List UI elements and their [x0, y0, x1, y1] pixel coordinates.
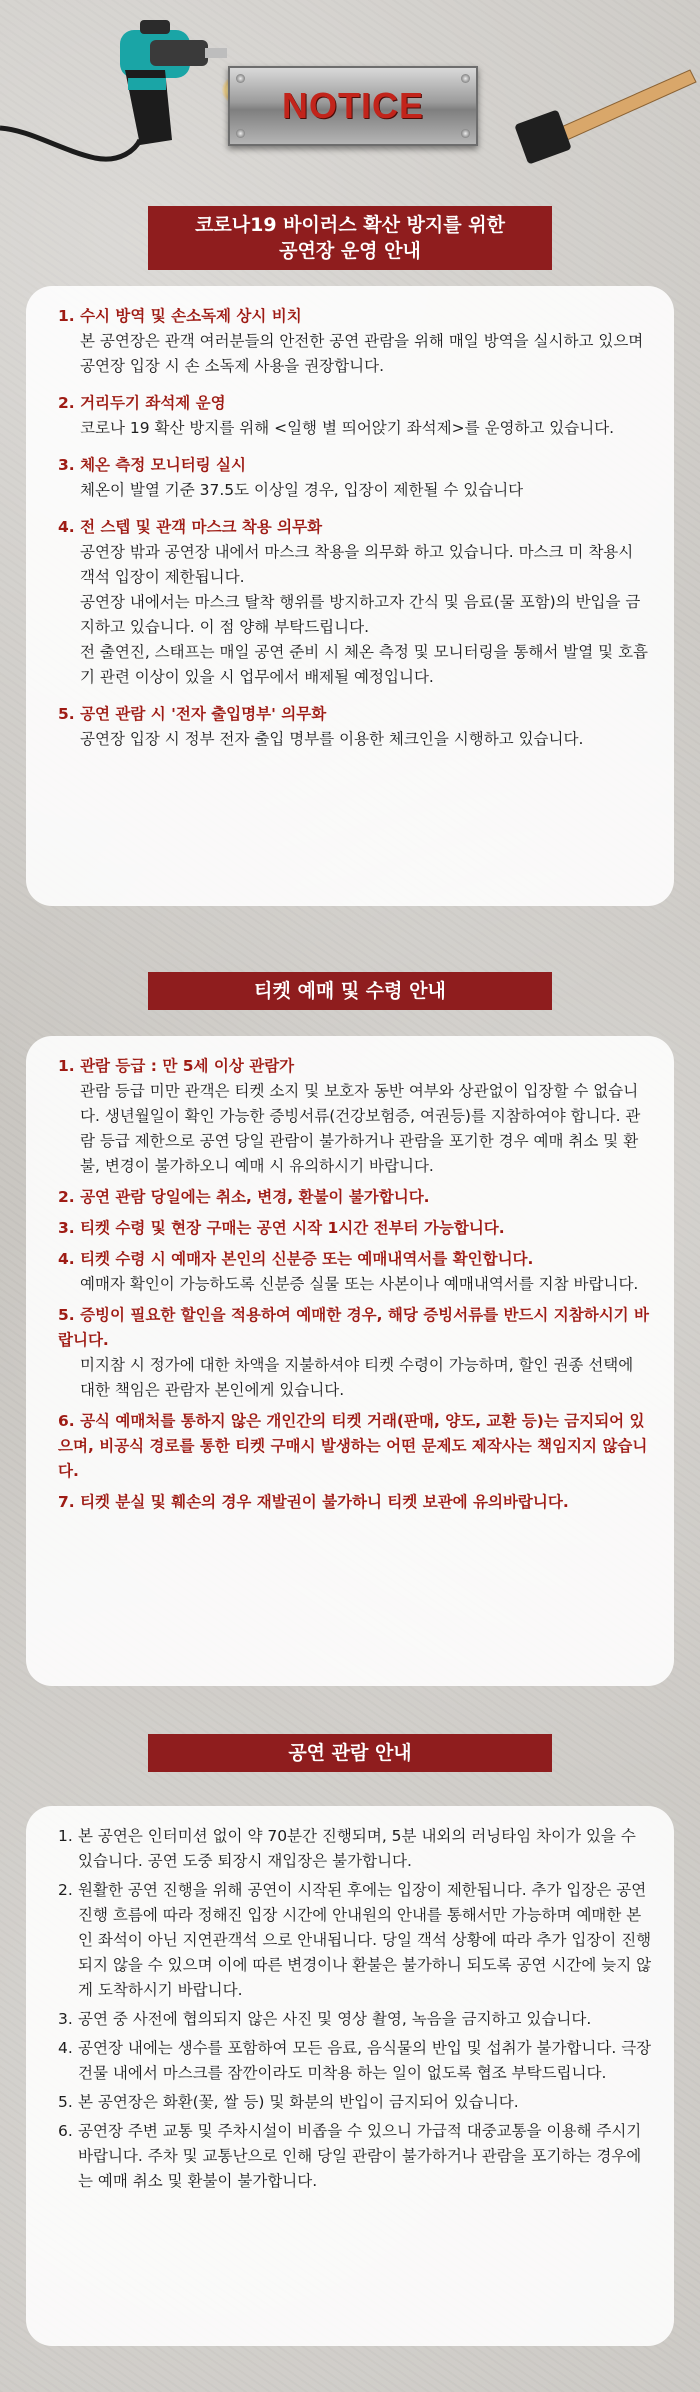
item-heading: 6. 공식 예매처를 통하지 않은 개인간의 티켓 거래(판매, 양도, 교환 등)는 금지되어 있으며, 비공식 경로를 통한 티켓 구매시 발생하는 어떤 문제도 제작사는 책임지지 않습니다. — [58, 1412, 648, 1480]
item-text: 예매자 확인이 가능하도록 신분증 실물 또는 사본이나 예매내역서를 지참 바랍니다. — [80, 1275, 639, 1293]
list-item — [58, 1185, 652, 1210]
item-text: 공연장 내에는 생수를 포함하여 모든 음료, 음식물의 반입 및 섭취가 불가합니다. 극장 건물 내에서 마스크를 잠깐이라도 미착용 하는 일이 없도록 협조 부탁드립니다. — [78, 2039, 652, 2082]
power-drill-icon — [0, 0, 260, 180]
item-text: 본 공연장은 관객 여러분들의 안전한 공연 관람을 위해 매일 방역을 실시하고 있으며 공연장 입장 시 손 소독제 사용을 권장합니다. — [80, 332, 644, 375]
item-text: 미지참 시 정가에 대한 차액을 지불하셔야 티켓 수령이 가능하며, 할인 권종 선택에 대한 책임은 관람자 본인에게 있습니다. — [80, 1356, 634, 1399]
item-number: 5. — [58, 2093, 73, 2111]
bolt-icon — [236, 129, 245, 138]
item-text: 코로나 19 확산 방지를 위해 <일행 별 띄어앉기 좌석제>를 운영하고 있습니다. — [80, 419, 615, 437]
item-number: 4. — [58, 2039, 73, 2057]
viewing-notice-panel — [26, 1806, 674, 2346]
item-text: 공연장 주변 교통 및 주차시설이 비좁을 수 있으니 가급적 대중교통을 이용해 주시기 바랍니다. 주차 및 교통난으로 인해 당일 관람이 불가하거나 관람을 포기하는 경우에는 예매 취소 및 환불이 불가합니다. — [78, 2122, 642, 2190]
item-text: 체온이 발열 기준 37.5도 이상일 경우, 입장이 제한될 수 있습니다 — [80, 481, 524, 499]
section-title-viewing — [148, 1734, 552, 1772]
item-heading: 4. 전 스텝 및 관객 마스크 착용 의무화 — [58, 518, 323, 536]
item-number: 3. — [58, 2010, 73, 2028]
list-item — [58, 2007, 652, 2032]
ticket-notice-panel — [26, 1036, 674, 1686]
section-title-line: 공연장 운영 안내 — [279, 240, 421, 262]
item-text: 본 공연장은 화환(꽃, 쌀 등) 및 화분의 반입이 금지되어 있습니다. — [78, 2093, 519, 2111]
section-title-line: 티켓 예매 및 수령 안내 — [254, 980, 446, 1002]
item-heading: 3. 체온 측정 모니터링 실시 — [58, 456, 246, 474]
list-item — [58, 515, 652, 690]
item-text: 공연장 입장 시 정부 전자 출입 명부를 이용한 체크인을 시행하고 있습니다. — [80, 730, 584, 748]
bolt-icon — [236, 74, 245, 83]
list-item — [58, 2119, 652, 2194]
notice-header — [0, 0, 700, 180]
item-heading: 1. 관람 등급 : 만 5세 이상 관람가 — [58, 1057, 295, 1075]
item-heading: 4. 티켓 수령 시 예매자 본인의 신분증 또는 예매내역서를 확인합니다. — [58, 1250, 534, 1268]
list-item — [58, 391, 652, 441]
bolt-icon — [461, 74, 470, 83]
covid-notice-panel — [26, 286, 674, 906]
item-text: 관람 등급 미만 관객은 티켓 소지 및 보호자 동반 여부와 상관없이 입장할 수 없습니다. 생년월일이 확인 가능한 증빙서류(건강보험증, 여권등)를 지참하여야 합니다. 관람 등급 제한으로 공연 당일 관람이 불가하거나 관람을 포기한 경우 예매 취소 및 환불, 변경이 불가하오니 예매 시 유의하시기 바랍니다. — [80, 1082, 641, 1175]
list-item — [58, 1216, 652, 1241]
item-text: 공연장 내에서는 마스크 탈착 행위를 방지하고자 간식 및 음료(물 포함)의 반입을 금지하고 있습니다. 이 점 양해 부탁드립니다. — [80, 593, 641, 636]
list-item — [58, 702, 652, 752]
bolt-icon — [461, 129, 470, 138]
list-item — [58, 1824, 652, 1874]
item-text: 본 공연은 인터미션 없이 약 70분간 진행되며, 5분 내외의 러닝타임 차이가 있을 수 있습니다. 공연 도중 퇴장시 재입장은 불가합니다. — [78, 1827, 636, 1870]
list-item — [58, 2036, 652, 2086]
item-heading: 5. 증빙이 필요한 할인을 적용하여 예매한 경우, 해당 증빙서류를 반드시 지참하시기 바랍니다. — [58, 1306, 650, 1349]
item-text: 공연장 밖과 공연장 내에서 마스크 착용을 의무화 하고 있습니다. 마스크 미 착용시 객석 입장이 제한됩니다. — [80, 543, 634, 586]
item-text: 공연 중 사전에 협의되지 않은 사진 및 영상 촬영, 녹음을 금지하고 있습니다. — [78, 2010, 592, 2028]
item-heading: 1. 수시 방역 및 손소독제 상시 비치 — [58, 307, 302, 325]
notice-plate — [228, 66, 478, 146]
section-title-line: 코로나19 바이러스 확산 방지를 위한 — [195, 214, 505, 236]
item-number: 1. — [58, 1827, 73, 1845]
list-item — [58, 453, 652, 503]
item-heading: 3. 티켓 수령 및 현장 구매는 공연 시작 1시간 전부터 가능합니다. — [58, 1219, 505, 1237]
item-number: 6. — [58, 2122, 73, 2140]
item-number: 2. — [58, 1881, 73, 1899]
item-heading: 5. 공연 관람 시 '전자 출입명부' 의무화 — [58, 705, 327, 723]
section-title-ticket — [148, 972, 552, 1010]
list-item — [58, 1303, 652, 1403]
item-text: 원활한 공연 진행을 위해 공연이 시작된 후에는 입장이 제한됩니다. 추가 입장은 공연 진행 흐름에 따라 정해진 입장 시간에 안내원의 안내를 통해서만 가능하며 예매한 본인 좌석이 아닌 지연관객석 으로 안내됩니다. 당일 객석 상황에 따라 추가 입장이 진행되지 않을 수 있으며 이에 따른 변경이나 환불은 불가하니 되도록 공연 시간에 늦지 않게 도착하시기 바랍니다. — [78, 1881, 652, 1999]
list-item — [58, 1409, 652, 1484]
list-item — [58, 1490, 652, 1515]
list-item — [58, 1247, 652, 1297]
item-heading: 7. 티켓 분실 및 훼손의 경우 재발권이 불가하니 티켓 보관에 유의바랍니다. — [58, 1493, 569, 1511]
list-item — [58, 1054, 652, 1179]
list-item — [58, 2090, 652, 2115]
item-heading: 2. 거리두기 좌석제 운영 — [58, 394, 226, 412]
section-title-covid — [148, 206, 552, 270]
item-text: 전 출연진, 스태프는 매일 공연 준비 시 체온 측정 및 모니터링을 통해서 발열 및 호흡기 관련 이상이 있을 시 업무에서 배제될 예정입니다. — [80, 643, 649, 686]
notice-title: NOTICE — [281, 85, 424, 126]
list-item — [58, 304, 652, 379]
item-heading: 2. 공연 관람 당일에는 취소, 변경, 환불이 불가합니다. — [58, 1188, 430, 1206]
hammer-icon — [510, 60, 700, 170]
section-title-line: 공연 관람 안내 — [288, 1742, 412, 1764]
list-item — [58, 1878, 652, 2003]
